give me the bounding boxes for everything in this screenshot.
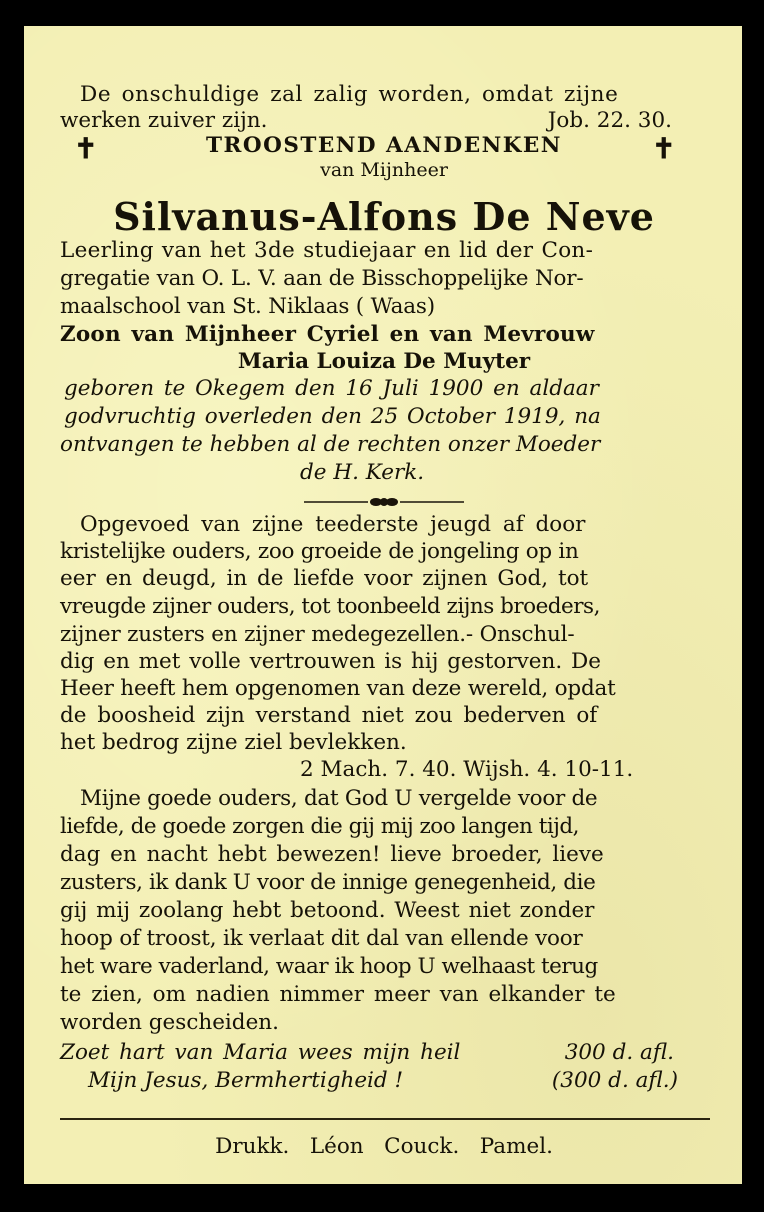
epigraph-line-1: [80, 84, 700, 106]
epigraph-reference: Job. 22. 30.: [547, 108, 672, 133]
prayer-2-indulgence: (300 d. afl.): [551, 1068, 678, 1093]
intro-line-1: Leerling van het 3de studiejaar en lid der Con-: [60, 238, 594, 263]
right-cross-icon: ✝: [652, 132, 676, 165]
paragraph-2-line: dag en nacht hebt bewezen! lieve broeder, lieve: [60, 842, 604, 867]
epigraph-line-2: [60, 110, 672, 132]
paragraph-1-line: eer en deugd, in de liefde voor zijnen God, tot: [60, 566, 589, 591]
paragraph-2-line: Mijne goede ouders, dat God U vergelde voor de: [80, 786, 598, 811]
prayer-1-text: Zoet hart van Maria wees mijn heil: [60, 1040, 461, 1065]
footer-divider: [60, 1118, 710, 1120]
paragraph-1-line: vreugde zijner ouders, tot toonbeeld zijns broeders,: [60, 594, 600, 619]
paragraph-2-line: worden gescheiden.: [60, 1010, 279, 1035]
scripture-reference: 2 Mach. 7. 40. Wijsh. 4. 10-11.: [300, 757, 634, 782]
paragraph-2-line: gij mij zoolang hebt betoond. Weest niet zonder: [60, 898, 595, 923]
epigraph-line-1-text: De onschuldige zal zalig worden, omdat zijne: [80, 82, 619, 107]
paragraph-1-line: Heer heeft hem opgenomen van deze wereld, opdat: [60, 676, 616, 701]
prayer-2-text: Mijn Jesus, Bermhertigheid !: [88, 1068, 404, 1093]
paragraph-2-line: te zien, om nadien nimmer meer van elkander te: [60, 982, 616, 1007]
heading-subtitle: van Mijnheer: [320, 159, 448, 181]
paragraph-2-line: liefde, de goede zorgen die gij mij zoo langen tijd,: [60, 814, 580, 839]
prayer-2: [88, 1070, 678, 1092]
parents-line-2: Maria Louiza De Muyter: [237, 349, 531, 374]
paragraph-1-line: kristelijke ouders, zoo groeide de jongeling op in: [60, 539, 579, 564]
prayer-1: [60, 1042, 674, 1064]
paragraph-2-line: zusters, ik dank U voor de innige genegenheid, die: [60, 870, 596, 895]
epigraph-line-2-text: werken zuiver zijn.: [60, 108, 268, 133]
paragraph-1-line: Opgevoed van zijne teederste jeugd af door: [80, 512, 586, 537]
intro-line-2: gregatie van O. L. V. aan de Bisschoppelijke Nor-: [60, 266, 584, 291]
birth-line-1: geboren te Okegem den 16 Juli 1900 en aldaar: [64, 376, 599, 401]
birth-line-4: de H. Kerk.: [300, 460, 425, 485]
deceased-name: Silvanus-Alfons De Neve: [113, 194, 655, 239]
parents-line-1: Zoon van Mijnheer Cyriel en van Mevrouw: [60, 322, 595, 347]
paragraph-1-line: de boosheid zijn verstand niet zou bederven of: [60, 703, 598, 728]
prayer-1-indulgence: 300 d. afl.: [564, 1040, 674, 1065]
heading-title: TROOSTEND AANDENKEN: [206, 133, 562, 158]
birth-line-2: godvruchtig overleden den 25 October 1919, na: [64, 404, 601, 429]
birth-line-3: ontvangen te hebben al de rechten onzer Moeder: [60, 432, 601, 457]
printer-line: Drukk. Léon Couck. Pamel.: [215, 1134, 553, 1159]
memorial-card: [24, 26, 742, 1184]
paragraph-1-line: dig en met volle vertrouwen is hij gestorven. De: [60, 649, 601, 674]
paragraph-2-line: hoop of troost, ik verlaat dit dal van ellende voor: [60, 926, 583, 951]
paragraph-1-line: zijner zusters en zijner medegezellen.- Onschul-: [60, 622, 575, 647]
ornamental-divider: [304, 496, 464, 508]
intro-line-3: maalschool van St. Niklaas ( Waas): [60, 294, 435, 319]
left-cross-icon: ✝: [74, 132, 98, 165]
paragraph-2-line: het ware vaderland, waar ik hoop U welhaast terug: [60, 954, 598, 979]
paragraph-1-line: het bedrog zijne ziel bevlekken.: [60, 730, 407, 755]
